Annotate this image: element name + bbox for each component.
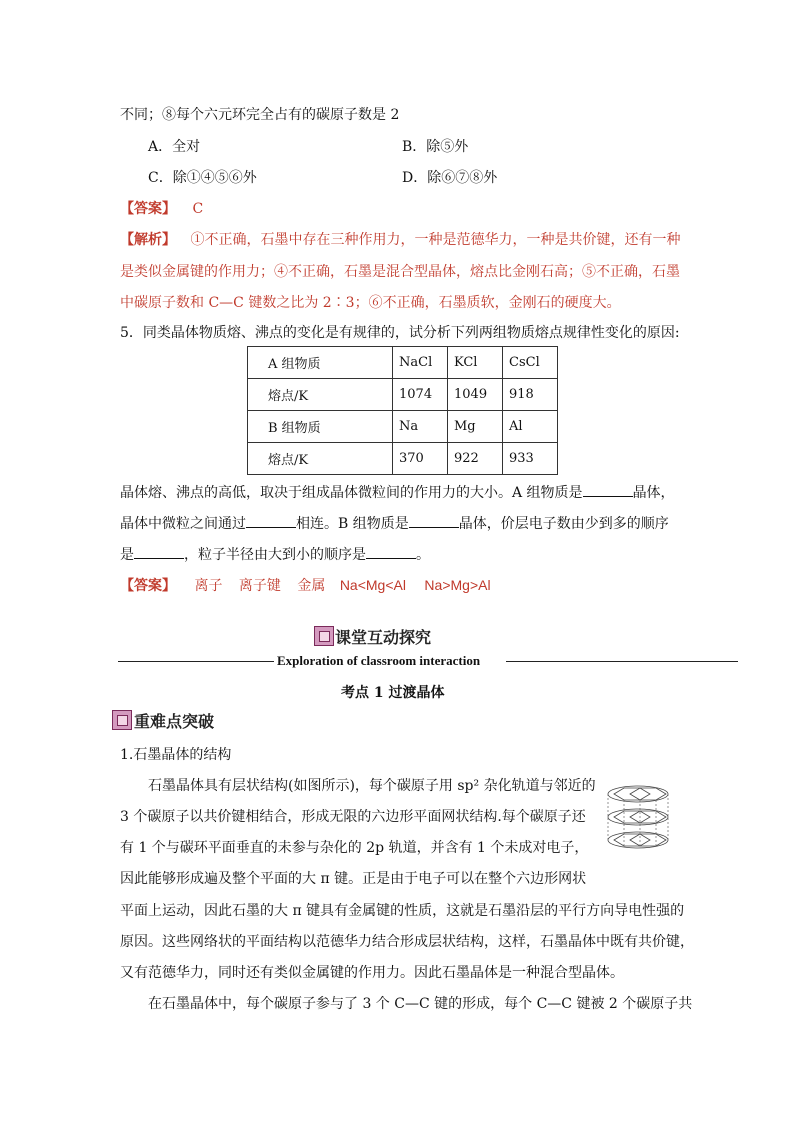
para-text: 晶体，价层电子数由少到多的顺序 <box>458 516 669 532</box>
book-icon <box>314 626 334 646</box>
table-cell: 933 <box>503 443 558 475</box>
table-row <box>248 379 558 411</box>
answer-blank[interactable] <box>366 544 416 559</box>
answer-label: 【答案】 <box>120 578 176 594</box>
para-text: 晶体中微粒之间通过 <box>120 516 246 532</box>
melting-point-table <box>247 346 558 475</box>
table-cell: Mg <box>448 411 503 443</box>
table-row <box>248 347 558 379</box>
table-cell: 370 <box>393 443 448 475</box>
table-cell: Na <box>393 411 448 443</box>
q5-para-line-3 <box>120 544 430 564</box>
q4-line-top: 不同；⑧每个六元环完全占有的碳原子数是 2 <box>120 107 400 123</box>
q4-analysis-line-3: 中碳原子数和 C—C 键数之比为 2∶3；⑥不正确，石墨质软，金刚石的硬度大。 <box>120 295 621 311</box>
graphite-line: 原因。这些网络状的平面结构以范德华力结合形成层状结构，这样，石墨晶体中既有共价键， <box>120 934 694 950</box>
graphite-line: 又有范德华力，同时还有类似金属键的作用力。因此石墨晶体是一种混合型晶体。 <box>120 965 624 981</box>
graphite-line: 石墨晶体具有层状结构(如图所示)，每个碳原子用 sp² 杂化轨道与邻近的 <box>148 778 596 794</box>
q4-option-c: C．除①④⑤⑥外 <box>148 170 257 186</box>
table-cell: KCl <box>448 347 503 379</box>
q5-answer <box>120 575 491 595</box>
table-cell: CsCl <box>503 347 558 379</box>
table-cell: A 组物质 <box>248 347 393 379</box>
table-cell: B 组物质 <box>248 411 393 443</box>
q5-para-line-1 <box>120 482 675 502</box>
answer-item: Na>Mg>Al <box>424 577 491 593</box>
graphite-line: 平面上运动，因此石墨的大 π 键具有金属键的性质，这就是石墨沿层的平行方向导电性强的 <box>120 903 685 919</box>
answer-item: 金属 <box>297 578 326 594</box>
q4-analysis-line-1 <box>120 229 680 249</box>
table-cell: 熔点/K <box>248 443 393 475</box>
divider-right <box>506 661 738 662</box>
table-cell: Al <box>503 411 558 443</box>
topic-title: 考点 1 过渡晶体 <box>341 685 445 701</box>
graphite-line: 有 1 个与碳环平面垂直的未参与杂化的 2p 轨道，并含有 1 个未成对电子， <box>120 840 589 856</box>
q4-option-a: A．全对 <box>148 139 201 155</box>
answer-blank[interactable] <box>134 544 184 559</box>
graphite-line: 3 个碳原子以共价键相结合，形成无限的六边形平面网状结构.每个碳原子还 <box>120 809 586 825</box>
divider-left <box>118 661 274 662</box>
key-point-icon <box>112 710 132 730</box>
table-cell: 熔点/K <box>248 379 393 411</box>
graphite-line: 因此能够形成遍及整个平面的大 π 键。正是由于电子可以在整个六边形网状 <box>120 871 587 887</box>
answer-blank[interactable] <box>409 513 459 528</box>
answer-label: 【答案】 <box>120 201 176 217</box>
para-text: 是 <box>120 547 134 563</box>
table-row <box>248 443 558 475</box>
q5-para-line-2 <box>120 513 669 533</box>
para-text: 晶体， <box>632 485 675 501</box>
analysis-text: ①不正确，石墨中存在三种作用力，一种是范德华力，一种是共价键，还有一种 <box>190 232 681 248</box>
para-text: 。 <box>416 547 430 563</box>
q4-option-b: B．除⑤外 <box>402 139 469 155</box>
section-subtitle: Exploration of classroom interaction <box>277 653 481 668</box>
answer-item: Na<Mg<Al <box>339 577 406 593</box>
sub-banner: 重难点突破 <box>134 712 215 731</box>
answer-blank[interactable] <box>246 513 296 528</box>
analysis-label: 【解析】 <box>120 232 176 248</box>
q4-option-d: D．除⑥⑦⑧外 <box>402 170 498 186</box>
answer-blank[interactable] <box>583 482 633 497</box>
table-cell: 922 <box>448 443 503 475</box>
section-banner: 课堂互动探究 <box>335 628 432 647</box>
table-row <box>248 411 558 443</box>
graphite-line: 在石墨晶体中，每个碳原子参与了 3 个 C—C 键的形成，每个 C—C 键被 2 个碳原子共 <box>148 996 693 1012</box>
q4-answer <box>120 198 203 218</box>
table-cell: 918 <box>503 379 558 411</box>
table-cell: 1074 <box>393 379 448 411</box>
answer-item: 离子键 <box>238 578 281 594</box>
answer-value: C <box>192 201 204 217</box>
table-cell: 1049 <box>448 379 503 411</box>
q4-analysis-line-2: 是类似金属键的作用力；④不正确，石墨是混合型晶体，熔点比金刚石高；⑤不正确，石墨 <box>120 264 680 280</box>
para-text: ，粒子半径由大到小的顺序是 <box>184 547 366 563</box>
para-text: 晶体熔、沸点的高低，取决于组成晶体微粒间的作用力的大小。A 组物质是 <box>120 485 583 501</box>
graphite-structure-diagram <box>600 782 676 854</box>
q5-stem: 5．同类晶体物质熔、沸点的变化是有规律的，试分析下列两组物质熔点规律性变化的原因: <box>120 325 680 341</box>
table-cell: NaCl <box>393 347 448 379</box>
para-text: 相连。B 组物质是 <box>296 516 409 532</box>
graphite-heading: 1.石墨晶体的结构 <box>120 747 232 763</box>
answer-item: 离子 <box>194 578 223 594</box>
